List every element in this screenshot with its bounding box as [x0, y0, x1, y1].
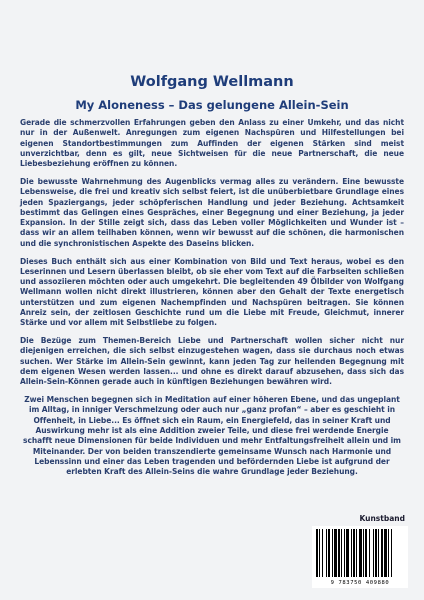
blurb-paragraph-4: Die Bezüge zum Themen-Bereich Liebe und Partnerschaft wollen sicher nicht nur diejenigen erreichen, die sich selbst einzugestehen wagen, dass sie durchaus noch etwas suchen. Wer Stärke im Allein-Sein gewinnt, kann jeden Tag zur heilenden Begegnung mit dem eigenen Wesen werden lassen... und ohne es direkt darauf abzusehen, dass sich das Allein-Sein-Können gerade auch in künftigen Beziehungen bewähren wird. — [20, 336, 404, 387]
blurb-paragraph-1: Gerade die schmerzvollen Erfahrungen geben den Anlass zu einer Umkehr, und das nicht nur in der Außenwelt. Anregungen zum eigenen Nachspüren und Hilfestellungen bei eigenen Standortbestimmungen zum Auffinden der eigenen Stärken sind meist unverzichtbar, denn es gilt, neue Sichtweisen für die neue Partnerschaft, die neue Liebesbeziehung eröffnen zu können. — [20, 118, 404, 169]
blurb-paragraph-2: Die bewusste Wahrnehmung des Augenblicks vermag alles zu verändern. Eine bewusste Lebensweise, die frei und kreativ sich selbst feiert, ist die unüberbietbare Grundlage eines jeden Spaziergangs, jeder schöpferischen Handlung und jeder Beziehung. Achtsamkeit bestimmt das Gelingen eines Gespräches, einer Begegnung und einer Beziehung, ja jeder Expansion. In der Stille zeigt sich, dass das Leben voller Möglichkeiten und Wunder ist – dass wir an allem teilhaben können, wenn wir bewusst auf die schönen, die harmonischen und die synchronistischen Aspekte des Daseins blicken. — [20, 176, 404, 248]
blurb-text — [20, 118, 404, 485]
publisher-label: Kunstband — [359, 514, 405, 523]
author-name: Wolfgang Wellmann — [130, 74, 294, 90]
isbn-number: 9 783750 409880 — [330, 580, 390, 586]
blurb-paragraph-3: Dieses Buch enthält sich aus einer Kombination von Bild und Text heraus, wobei es den Leserinnen und Lesern überlassen bleibt, ob sie eher vom Text auf die Farbseiten schließen und assoziieren möchten oder auch umgekehrt. Die begleitenden 49 Ölbilder von Wolfgang Wellmann wollen nicht direkt illustrieren, können aber den Gehalt der Texte energetisch unterstützen und zum eigenen Nachempfinden und Nachspüren beitragen. Sie können Anreiz sein, der zeitlosen Geschichte rund um die Liebe mit Freude, Gleichmut, innerer Stärke und vor allem mit Selbstliebe zu folgen. — [20, 256, 404, 328]
barcode-bars-icon — [316, 529, 404, 577]
isbn-barcode — [312, 526, 408, 588]
book-title: My Aloneness – Das gelungene Allein-Sein — [75, 98, 349, 112]
blurb-paragraph-5: Zwei Menschen begegnen sich in Meditation auf einer höheren Ebene, und das ungeplant im Alltag, in inniger Verschmelzung oder auch nur „ganz profan“ – aber es geschieht in Offenheit, in Liebe... Es öffnet sich ein Raum, ein Energiefeld, das in seiner Kraft und Auswirkung mehr ist als eine Addition zweier Teile, und diese frei werdende Energie schafft neue Dimensionen für beide Individuen und mehr Entfaltungsfreiheit allein und im Miteinander. Der von beiden transzendierte gemeinsame Wunsch nach Harmonie und Lebenssinn und einer das Leben tragenden und befördernden Liebe ist aufgrund der erlebten Kraft des Allein-Seins die wahre Grundlage jeder Beziehung. — [23, 395, 401, 477]
